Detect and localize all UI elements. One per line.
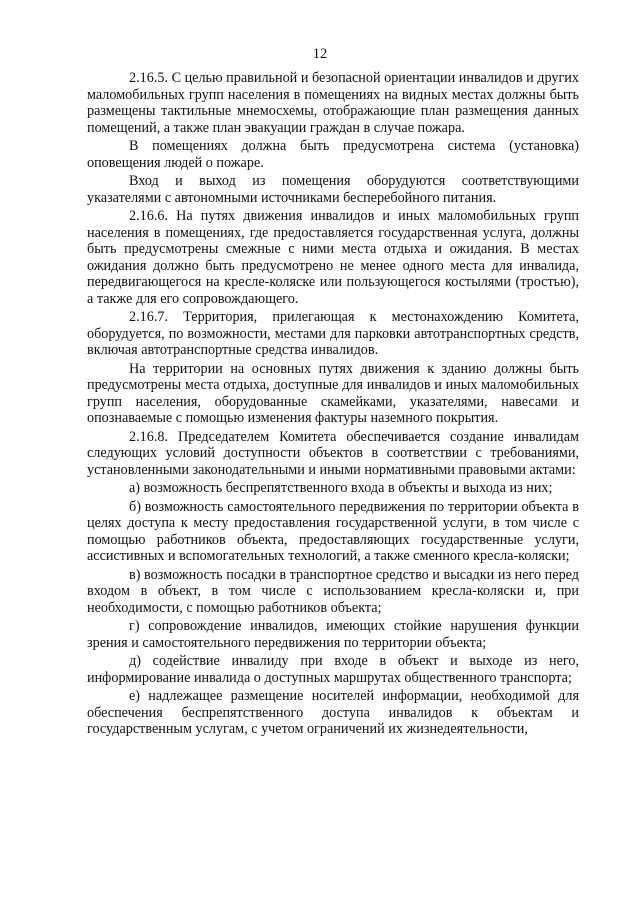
paragraph-territory-rest-places: На территории на основных путях движения к зданию должны быть предусмотрены места отдыха, доступные для инвалидов и иных маломобильных групп населения, оборудованные скамейками, указателями, навесами и опознаваемые с помощью изменения фактуры наземного покрытия.	[87, 360, 579, 426]
list-item-a: а) возможность беспрепятственного входа в объекты и выхода из них;	[129, 480, 553, 496]
paragraph-2-16-6: 2.16.6. На путях движения инвалидов и иных маломобильных групп населения в помещениях, где предоставляется государственная услуга, должны быть предусмотрены смежные с ними места отдыха и ожидания. В местах ожидания должно быть предусмотрено не менее одного места для инвалида, передвигающегося на кресле-коляске или пользующегося костылями (тростью), а также для его сопровождающего.	[87, 208, 579, 307]
list-item-e: е) надлежащее размещение носителей информации, необходимой для обеспечения беспрепятственного доступа инвалидов к объектам и государственным услугам, с учетом ограничений их жизнедеятельности,	[87, 688, 579, 737]
list-item-v: в) возможность посадки в транспортное средство и высадки из него перед входом в объект, в том числе с использованием кресла-коляски и, при необходимости, с помощью работников объекта;	[87, 566, 579, 616]
list-item-d: д) содействие инвалиду при входе в объект и выходе из него, информирование инвалида о доступных маршрутах общественного транспорта;	[87, 653, 579, 686]
list-item-g: г) сопровождение инвалидов, имеющих стойкие нарушения функции зрения и самостоятельного передвижения по территории объекта;	[87, 618, 579, 651]
page-number: 12	[312, 46, 328, 62]
paragraph-2-16-5: 2.16.5. С целью правильной и безопасной ориентации инвалидов и других маломобильных групп населения в помещениях на видных местах должны быть размещены тактильные мнемосхемы, отображающие план размещения данных помещений, а также план эвакуации граждан в случае пожара.	[87, 70, 579, 136]
document-body	[87, 70, 579, 738]
paragraph-2-16-7: 2.16.7. Территория, прилегающая к местонахождению Комитета, оборудуется, по возможности, местами для парковки автотранспортных средств, включая автотранспортные средства инвалидов.	[87, 309, 579, 358]
list-item-b: б) возможность самостоятельного передвижения по территории объекта в целях доступа к месту предоставления государственной услуги, в том числе с помощью работников объекта, предоставляющих государственные услуги, ассистивных и вспомогательных технологий, а также сменного кресла-коляски;	[87, 498, 579, 564]
paragraph-2-16-8: 2.16.8. Председателем Комитета обеспечивается создание инвалидам следующих условий доступности объектов в соответствии с требованиями, установленными законодательными и иными нормативными правовыми актами:	[87, 428, 579, 478]
paragraph-entrance-exit: Вход и выход из помещения оборудуются соответствующими указателями с автономными источниками бесперебойного питания.	[87, 173, 579, 206]
paragraph-fire-alarm: В помещениях должна быть предусмотрена система (установка) оповещения людей о пожаре.	[87, 138, 579, 171]
